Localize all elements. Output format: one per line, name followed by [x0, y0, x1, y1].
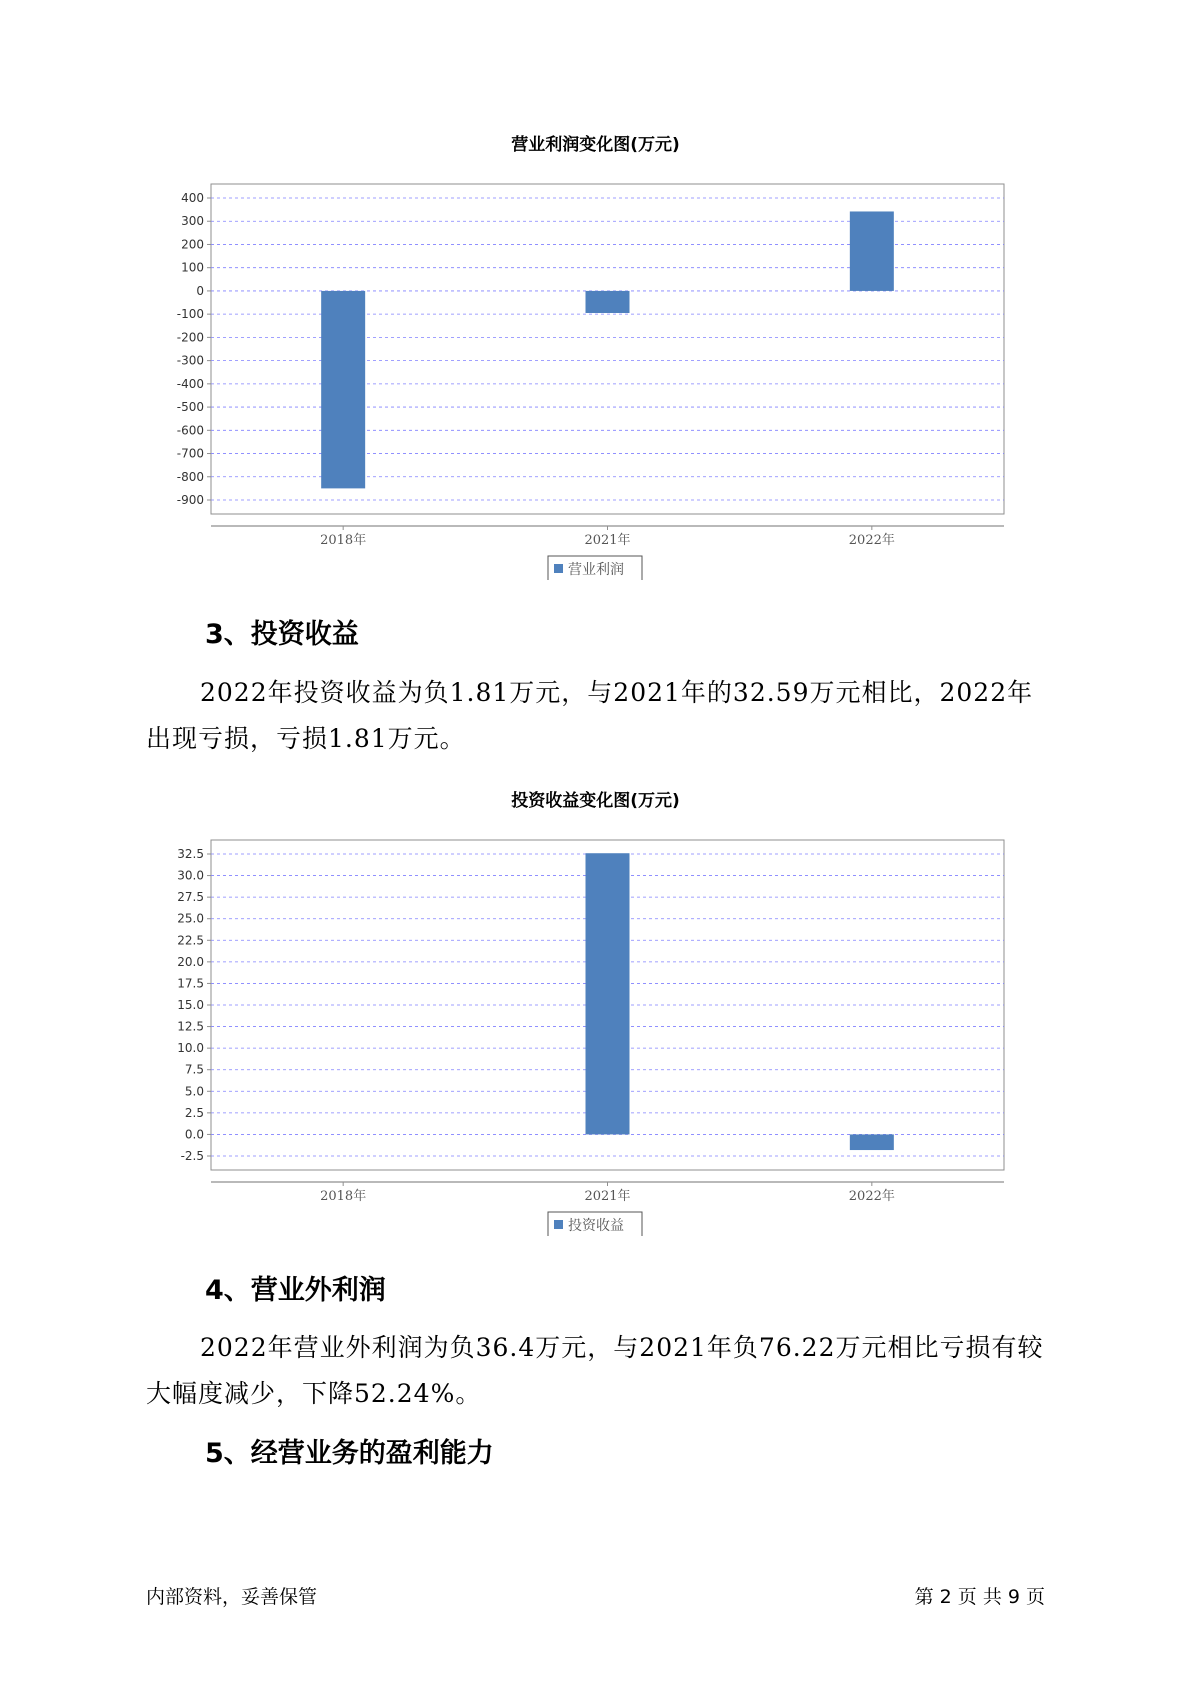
- chart1-bar-2022年: [850, 211, 894, 290]
- chart1-y-tick-label: 400: [181, 191, 204, 205]
- chart1-x-tick-label: 2021年: [584, 533, 631, 548]
- section4-heading: 4、营业外利润: [205, 1275, 386, 1306]
- chart1-y-tick-label: 100: [181, 260, 204, 275]
- section5-heading: 5、经营业务的盈利能力: [205, 1438, 494, 1469]
- chart2-bar-2021年: [586, 853, 630, 1134]
- chart2-title: 投资收益变化图(万元): [511, 791, 680, 811]
- chart2-y-tick-label: -2.5: [180, 1149, 204, 1163]
- chart1-y-tick-label: -800: [176, 469, 204, 484]
- chart1-y-tick-label: -100: [176, 307, 204, 322]
- chart2-y-tick-label: 32.5: [177, 847, 204, 861]
- section4-paragraph: 2022年营业外利润为负36.4万元，与2021年负76.22万元相比亏损有较大幅度减少，下降52.24%。: [146, 1333, 1044, 1408]
- chart2-y-tick-label: 30.0: [177, 868, 204, 883]
- chart2-legend-swatch: [554, 1220, 563, 1229]
- chart2-y-tick-label: 7.5: [184, 1062, 204, 1077]
- chart1-y-tick-label: 0: [196, 283, 204, 298]
- chart1-x-tick-label: 2022年: [848, 533, 895, 548]
- chart2-y-tick-label: 27.5: [177, 890, 204, 905]
- chart1-y-tick-label: 300: [181, 214, 204, 229]
- chart1-y-tick-label: -600: [176, 423, 204, 438]
- footer-note: 内部资料，妥善保管: [146, 1586, 318, 1608]
- chart1-y-tick-label: -200: [176, 330, 204, 345]
- chart2-x-tick-label: 2021年: [584, 1189, 631, 1204]
- chart2-y-tick-label: 10.0: [177, 1041, 204, 1056]
- chart1-legend-label: 营业利润: [568, 562, 624, 578]
- section3-heading: 3、投资收益: [205, 619, 359, 650]
- chart2-x-tick-label: 2018年: [320, 1189, 367, 1204]
- chart1-y-tick-label: -500: [176, 400, 204, 415]
- chart2-y-tick-label: 2.5: [184, 1105, 204, 1120]
- chart2-bar-2022年: [850, 1134, 894, 1150]
- chart2-legend-label: 投资收益: [568, 1218, 624, 1234]
- chart2-y-tick-label: 17.5: [177, 976, 204, 991]
- chart1-x-tick-label: 2018年: [320, 533, 367, 548]
- chart2-y-tick-label: 15.0: [177, 998, 204, 1012]
- chart1-title: 营业利润变化图(万元): [511, 135, 680, 155]
- chart1-bar-2021年: [586, 291, 630, 313]
- operating-profit-chart: [0, 150, 1191, 580]
- investment-income-chart: [0, 806, 1191, 1236]
- page-number: 第 2 页 共 9 页: [914, 1586, 1045, 1608]
- section3-paragraph: 2022年投资收益为负1.81万元，与2021年的32.59万元相比，2022年出现亏损，亏损1.81万元。: [146, 678, 1034, 753]
- chart1-y-tick-label: -300: [176, 353, 204, 368]
- chart2-x-tick-label: 2022年: [848, 1189, 895, 1204]
- chart1-y-tick-label: -400: [176, 376, 204, 391]
- chart2-y-tick-label: 12.5: [177, 1019, 204, 1034]
- chart2-y-tick-label: 25.0: [177, 911, 204, 926]
- chart2-y-tick-label: 0.0: [184, 1127, 204, 1142]
- chart1-y-tick-label: 200: [181, 237, 204, 252]
- chart2-y-tick-label: 5.0: [184, 1084, 204, 1099]
- chart1-y-tick-label: -700: [176, 446, 204, 461]
- chart1-y-tick-label: -900: [176, 493, 204, 507]
- chart1-bar-2018年: [321, 291, 365, 488]
- chart2-y-tick-label: 22.5: [177, 933, 204, 948]
- chart2-y-tick-label: 20.0: [177, 954, 204, 969]
- chart1-legend-swatch: [554, 564, 563, 573]
